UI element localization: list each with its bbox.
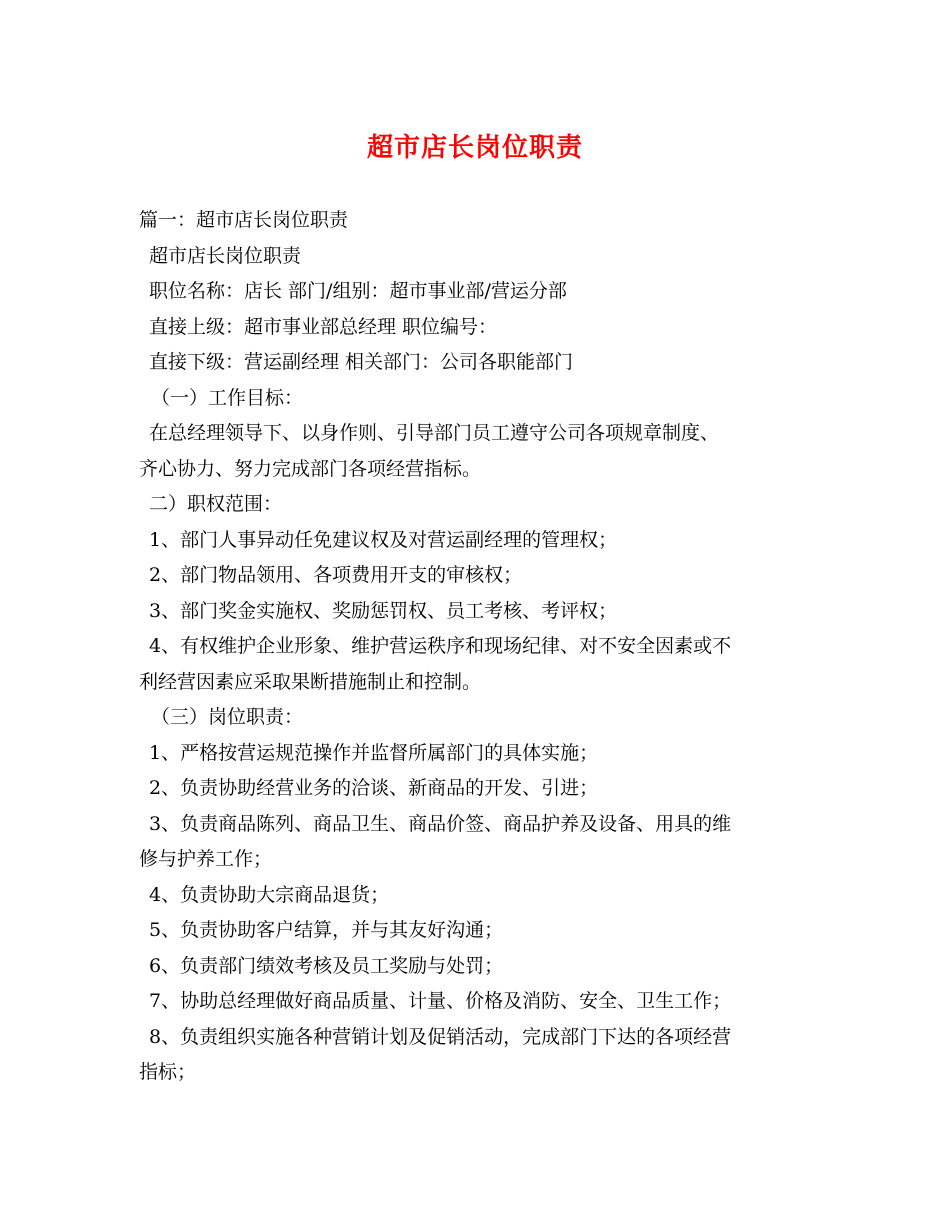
list-item: 4、有权维护企业形象、维护营运秩序和现场纪律、对不安全因素或不 bbox=[149, 635, 732, 657]
paragraph-line: 齐心协力、努力完成部门各项经营指标。 bbox=[139, 457, 482, 480]
subtitle-line: 超市店长岗位职责 bbox=[149, 244, 302, 267]
document-title: 超市店长岗位职责 bbox=[366, 133, 583, 163]
section-heading-authority: 二）职权范围： bbox=[149, 493, 283, 515]
direct-supervisor-line: 直接上级：超市事业部总经理 职位编号： bbox=[149, 315, 498, 338]
list-item-continuation: 修与护养工作； bbox=[139, 848, 273, 870]
job-title-line: 职位名称：店长 部门/组别：超市事业部/营运分部 bbox=[149, 280, 567, 302]
list-item: 4、负责协助大宗商品退货； bbox=[149, 883, 390, 906]
list-item: 3、负责商品陈列、商品卫生、商品价签、商品护养及设备、用具的维 bbox=[149, 812, 732, 835]
list-item-continuation: 利经营因素应采取果断措施制止和控制。 bbox=[139, 670, 482, 693]
list-item: 3、部门奖金实施权、奖励惩罚权、员工考核、考评权； bbox=[149, 599, 618, 622]
document-body bbox=[139, 203, 819, 1091]
section-heading-work-goal: （一）工作目标： bbox=[151, 386, 304, 409]
list-item: 1、严格按营运规范操作并监督所属部门的具体实施； bbox=[149, 741, 599, 764]
section-heading-part-one: 篇一：超市店长岗位职责 bbox=[139, 209, 349, 231]
list-item-continuation: 指标； bbox=[139, 1061, 197, 1083]
list-item: 1、部门人事异动任免建议权及对营运副经理的管理权； bbox=[149, 528, 618, 551]
list-item: 7、协助总经理做好商品质量、计量、价格及消防、安全、卫生工作； bbox=[149, 990, 732, 1012]
list-item: 8、负责组织实施各种营销计划及促销活动，完成部门下达的各项经营 bbox=[149, 1025, 732, 1048]
list-item: 2、负责协助经营业务的洽谈、新商品的开发、引进； bbox=[149, 777, 599, 799]
list-item: 6、负责部门绩效考核及员工奖励与处罚； bbox=[149, 954, 504, 977]
list-item: 5、负责协助客户结算，并与其友好沟通； bbox=[149, 919, 504, 941]
paragraph-line: 在总经理领导下、以身作则、引导部门员工遵守公司各项规章制度、 bbox=[149, 422, 720, 444]
direct-subordinate-line: 直接下级：营运副经理 相关部门：公司各职能部门 bbox=[149, 351, 574, 373]
section-heading-responsibilities: （三）岗位职责： bbox=[151, 706, 304, 728]
list-item: 2、部门物品领用、各项费用开支的审核权； bbox=[149, 564, 523, 586]
